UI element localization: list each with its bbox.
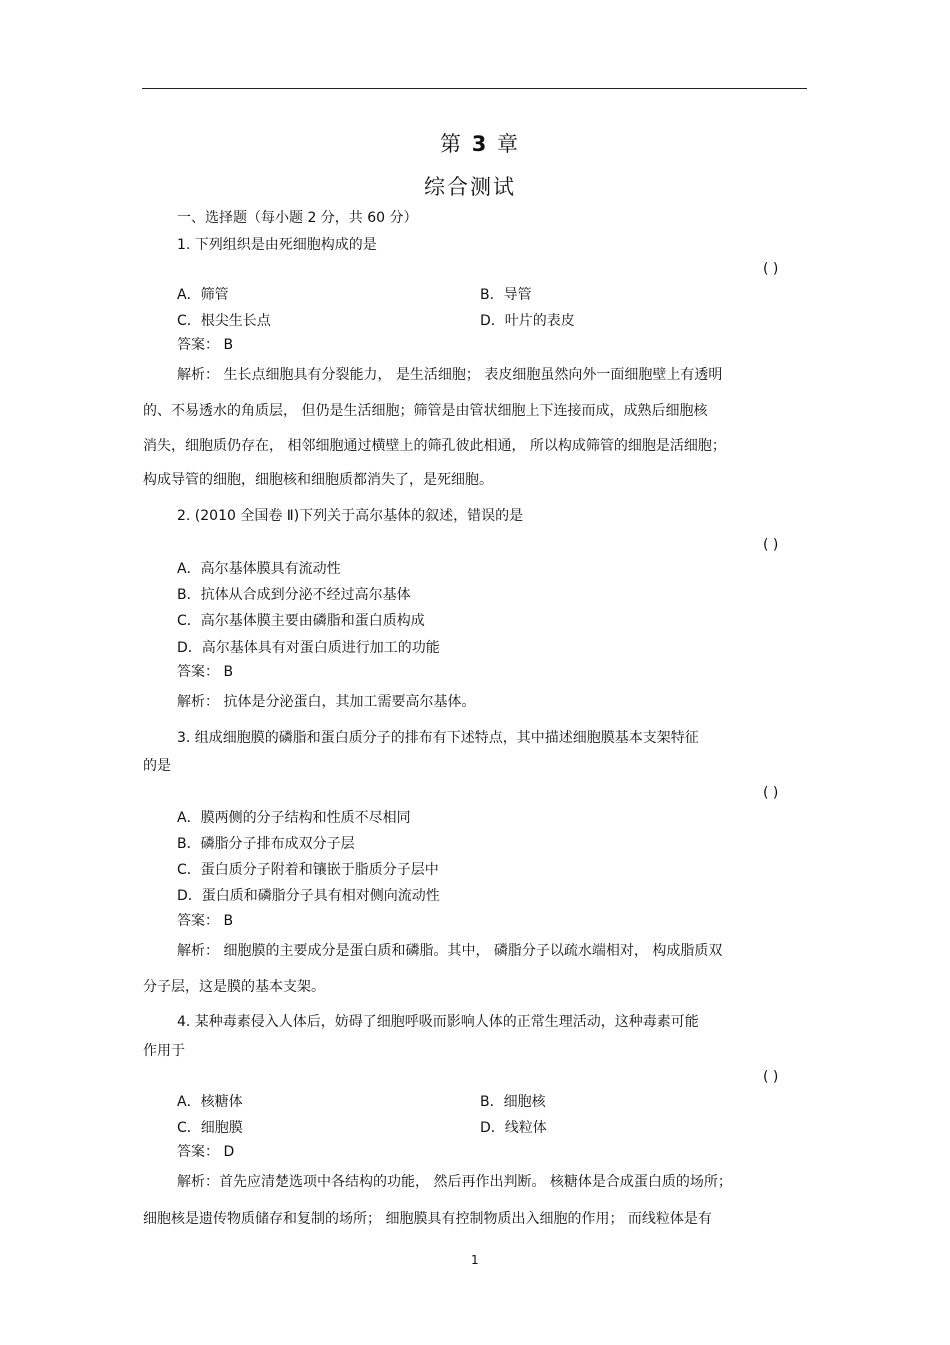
chapter-suffix: 章 — [497, 132, 520, 156]
q4-stem-line2: 作用于 — [143, 1043, 185, 1059]
q1-option-b: B．导管 — [480, 287, 532, 303]
q3-answer: 答案： B — [177, 913, 234, 929]
q1-option-d: D．叶片的表皮 — [480, 313, 575, 329]
q1-answer-blank: ( ) — [763, 261, 779, 277]
q2-option-b: B．抗体从合成到分泌不经过高尔基体 — [177, 587, 411, 603]
q2-answer-blank: ( ) — [763, 537, 779, 553]
q3-explanation-line1: 解析： 细胞膜的主要成分是蛋白质和磷脂。其中， 磷脂分子以疏水端相对， 构成脂质双 — [177, 943, 723, 959]
chapter-title — [440, 128, 520, 158]
q3-option-a: A．膜两侧的分子结构和性质不尽相同 — [177, 810, 411, 826]
q1-explanation-line4: 构成导管的细胞，细胞核和细胞质都消失了，是死细胞。 — [143, 472, 493, 488]
q4-answer: 答案： D — [177, 1144, 235, 1160]
q3-option-b: B．磷脂分子排布成双分子层 — [177, 836, 355, 852]
chapter-number: 3 — [471, 132, 489, 156]
q1-explanation-line3: 消失，细胞质仍存在， 相邻细胞通过横壁上的筛孔彼此相通， 所以构成筛管的细胞是活细胞； — [143, 438, 726, 454]
q3-option-c: C．蛋白质分子附着和镶嵌于脂质分子层中 — [177, 862, 439, 878]
q4-option-b: B．细胞核 — [480, 1094, 546, 1110]
header-rule — [142, 88, 807, 89]
q2-option-c: C．高尔基体膜主要由磷脂和蛋白质构成 — [177, 613, 425, 629]
q4-option-a: A．核糖体 — [177, 1094, 243, 1110]
q1-answer: 答案： B — [177, 337, 234, 353]
q4-option-c: C．细胞膜 — [177, 1120, 243, 1136]
q2-answer: 答案： B — [177, 664, 234, 680]
page-number: 1 — [471, 1253, 479, 1267]
q4-answer-blank: ( ) — [763, 1069, 779, 1085]
page-subtitle: 综合测试 — [424, 175, 516, 199]
q4-explanation-line1: 解析：首先应清楚选项中各结构的功能， 然后再作出判断。 核糖体是合成蛋白质的场所； — [177, 1174, 732, 1190]
q2-stem: 2. (2010 全国卷 Ⅱ)下列关于高尔基体的叙述，错误的是 — [177, 508, 524, 524]
q3-stem-line2: 的是 — [143, 758, 171, 774]
chapter-prefix: 第 — [440, 132, 463, 156]
q2-option-a: A．高尔基体膜具有流动性 — [177, 561, 341, 577]
q3-answer-blank: ( ) — [763, 785, 779, 801]
q1-explanation-line1: 解析： 生长点细胞具有分裂能力， 是生活细胞； 表皮细胞虽然向外一面细胞壁上有透明 — [177, 367, 723, 383]
section-heading: 一、选择题（每小题 2 分，共 60 分） — [177, 210, 418, 226]
q4-explanation-line2: 细胞核是遗传物质储存和复制的场所； 细胞膜具有控制物质出入细胞的作用； 而线粒体是有 — [143, 1211, 712, 1227]
q1-option-a: A．筛管 — [177, 287, 229, 303]
q2-explanation-line1: 解析： 抗体是分泌蛋白，其加工需要高尔基体。 — [177, 694, 476, 710]
q1-option-c: C．根尖生长点 — [177, 313, 271, 329]
q3-stem-line1: 3. 组成细胞膜的磷脂和蛋白质分子的排布有下述特点，其中描述细胞膜基本支架特征 — [177, 730, 699, 746]
q3-explanation-line2: 分子层，这是膜的基本支架。 — [143, 979, 325, 995]
q4-stem-line1: 4. 某种毒素侵入人体后，妨碍了细胞呼吸而影响人体的正常生理活动，这种毒素可能 — [177, 1014, 699, 1030]
q2-option-d: D．高尔基体具有对蛋白质进行加工的功能 — [177, 640, 440, 656]
q1-stem: 1. 下列组织是由死细胞构成的是 — [177, 237, 377, 253]
q4-option-d: D．线粒体 — [480, 1120, 547, 1136]
q3-option-d: D．蛋白质和磷脂分子具有相对侧向流动性 — [177, 888, 440, 904]
q1-explanation-line2: 的、不易透水的角质层， 但仍是生活细胞；筛管是由管状细胞上下连接而成，成熟后细胞核 — [143, 403, 708, 419]
